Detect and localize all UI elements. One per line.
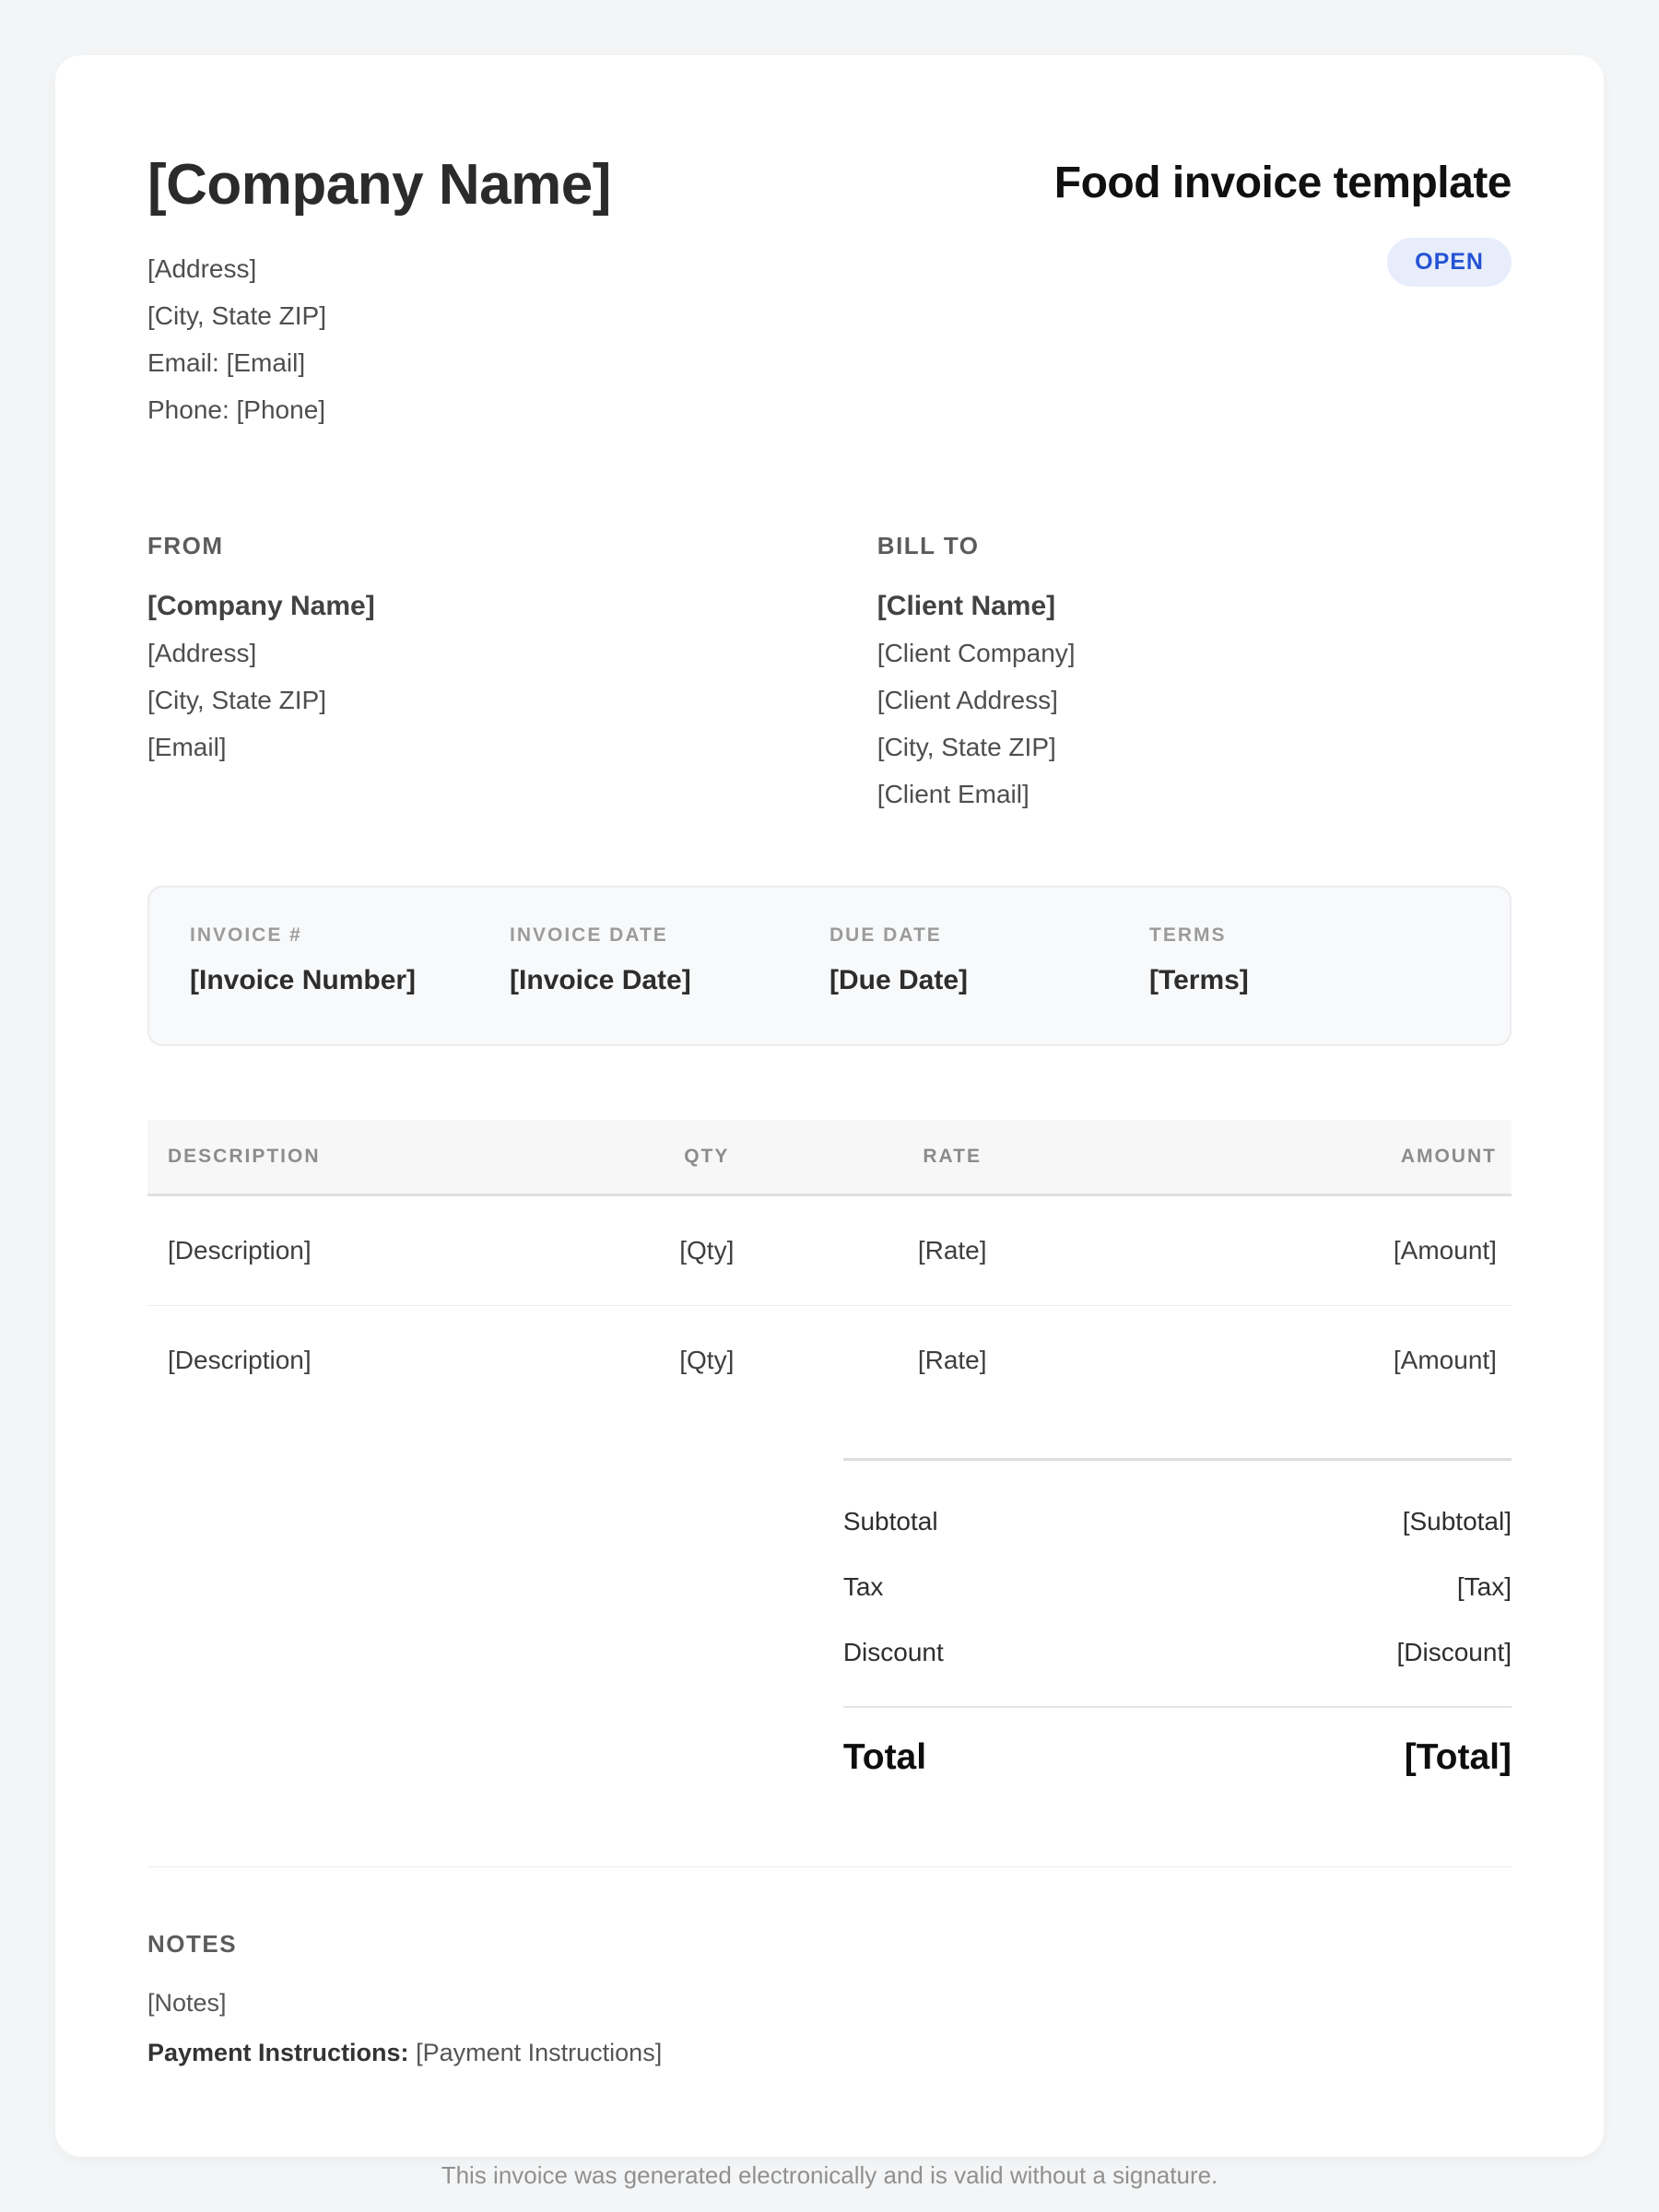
company-phone: Phone: [Phone] [147,395,326,424]
meta-invoice-number [190,924,510,996]
discount-label: Discount [842,1638,944,1666]
total-row [843,1737,1512,1778]
meta-value: [Invoice Date] [510,965,691,995]
cell-amount: [Amount] [1393,1236,1497,1265]
cell-rate: [Rate] [917,1346,987,1374]
client-company: [Client Company] [877,639,1076,667]
client-city-state-zip: [City, State ZIP] [877,733,1056,761]
section-divider [147,1866,1512,1867]
meta-value: [Invoice Number] [190,965,417,995]
table-row [147,1196,1512,1306]
from-address: [Address] [147,639,257,667]
from-city-state-zip: [City, State ZIP] [147,686,326,714]
table-header-row [147,1120,1512,1196]
cell-qty: [Qty] [679,1346,735,1374]
company-block [147,152,611,433]
line-items-table [147,1120,1512,1415]
company-name: [Company Name] [147,153,611,217]
column-header-amount: AMOUNT [1400,1146,1497,1167]
company-contact-lines [147,245,611,433]
notes-section [147,1930,1512,2073]
from-lines [147,629,877,771]
footer-disclaimer: This invoice was generated electronically and is valid without a signature. [441,2161,1218,2189]
cell-amount: [Amount] [1393,1346,1497,1374]
meta-terms [1149,924,1469,996]
from-label: FROM [147,532,224,559]
from-company-name: [Company Name] [147,591,375,621]
meta-label: INVOICE DATE [510,924,668,946]
payment-instructions-label: Payment Instructions: [147,2039,409,2066]
cell-description: [Description] [168,1236,312,1265]
totals-section [843,1458,1512,1778]
bill-to-label: BILL TO [877,532,980,559]
bill-to-lines [877,629,1512,818]
notes-text: [Notes] [147,1989,227,2017]
subtotal-label: Subtotal [842,1507,938,1535]
bill-to-section [877,532,1512,818]
total-label: Total [842,1737,927,1777]
payment-instructions-line [147,2032,1512,2073]
invoice-card [55,55,1604,2189]
total-value: [Total] [1404,1737,1512,1777]
discount-value: [Discount] [1396,1638,1512,1666]
column-header-description: DESCRIPTION [168,1146,321,1167]
meta-due-date [830,924,1149,996]
subtotal-value: [Subtotal] [1402,1507,1512,1535]
discount-row [843,1638,1512,1667]
cell-qty: [Qty] [679,1236,735,1265]
invoice-meta-box [147,886,1512,1046]
company-email: Email: [Email] [147,348,306,377]
payment-instructions-text: [Payment Instructions] [416,2039,663,2066]
cell-rate: [Rate] [917,1236,987,1265]
table-row [147,1306,1512,1415]
subtotal-row [843,1507,1512,1536]
tax-row [843,1572,1512,1602]
column-header-rate: RATE [923,1146,982,1167]
meta-label: TERMS [1149,924,1227,946]
meta-value: [Terms] [1149,965,1249,995]
totals-divider [843,1706,1512,1708]
from-email: [Email] [147,733,227,761]
client-email: [Client Email] [877,780,1030,808]
meta-value: [Due Date] [830,965,969,995]
client-address: [Client Address] [877,686,1058,714]
invoice-header [147,152,1512,433]
company-address: [Address] [147,254,257,283]
from-section [147,532,877,818]
page-title: Food invoice template [1053,159,1512,207]
tax-label: Tax [842,1572,884,1601]
meta-label: DUE DATE [830,924,942,946]
company-city-state-zip: [City, State ZIP] [147,301,326,330]
parties-section [147,532,1512,818]
column-header-qty: QTY [684,1146,730,1167]
tax-value: [Tax] [1456,1572,1512,1601]
title-block [1054,152,1512,287]
meta-invoice-date [510,924,830,996]
cell-description: [Description] [168,1346,312,1374]
notes-label: NOTES [147,1930,238,1958]
status-badge[interactable]: OPEN [1387,238,1512,287]
client-name: [Client Name] [877,591,1056,621]
meta-label: INVOICE # [190,924,302,946]
